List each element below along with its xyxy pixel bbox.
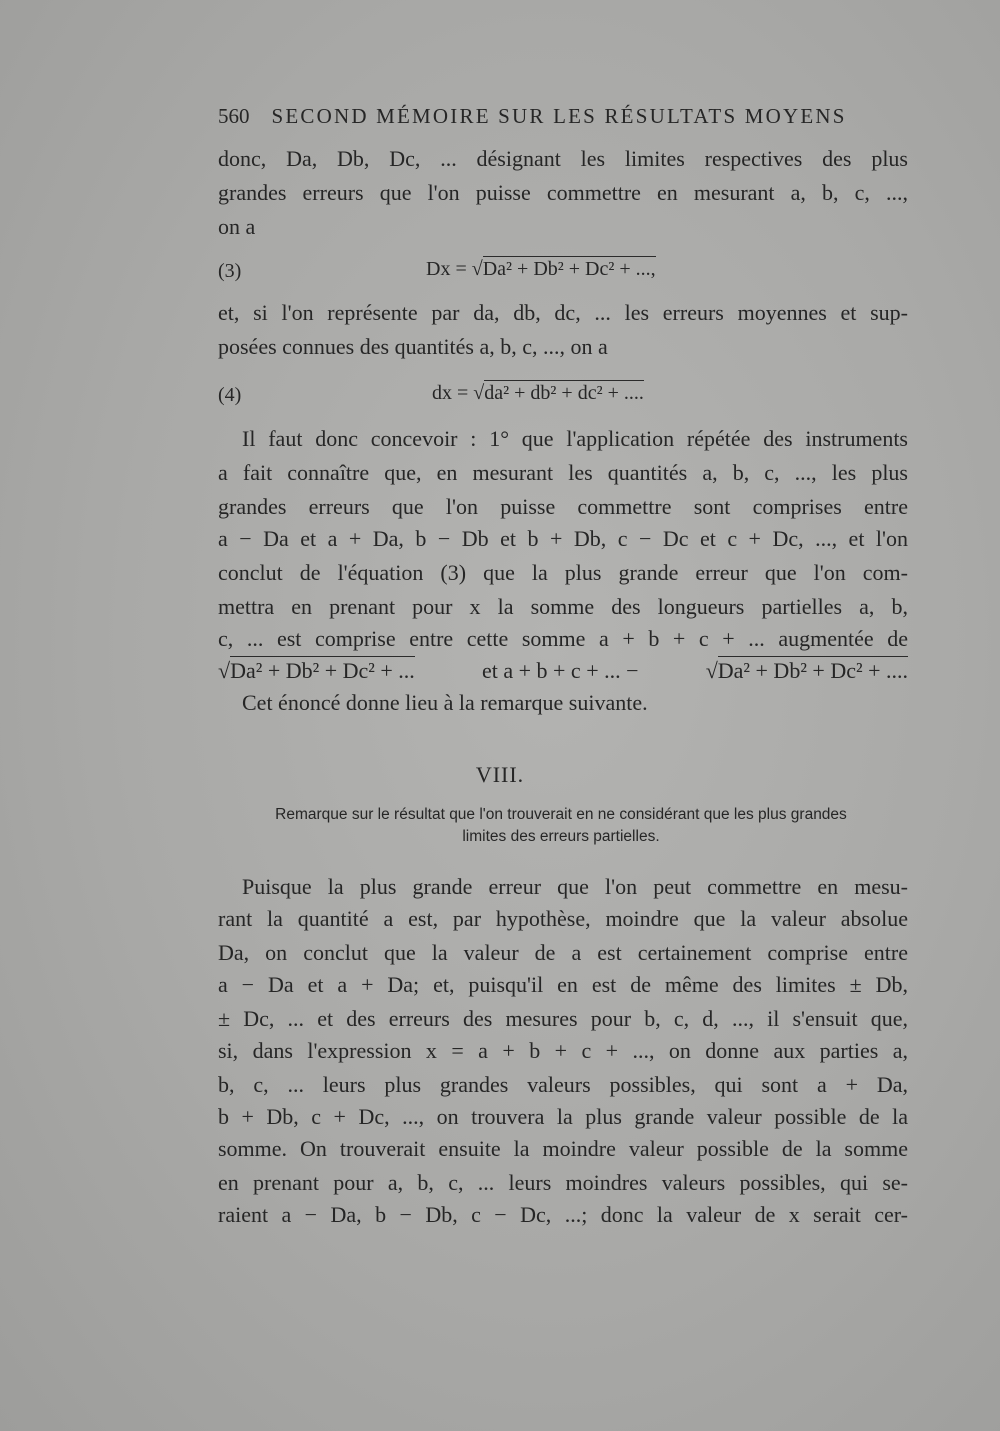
text-line: donc, Da, Db, Dc, ... désignant les limites respectives des plus xyxy=(218,146,908,171)
text-line: si, dans l'expression x = a + b + c + ..., on donne aux parties a, xyxy=(218,1038,908,1063)
text-line: Cet énoncé donne lieu à la remarque suivante. xyxy=(242,690,648,715)
radical-sign: √ xyxy=(218,658,231,683)
radical-sign: √ xyxy=(471,258,483,280)
text-line: en prenant pour a, b, c, ... leurs moindres valeurs possibles, qui se- xyxy=(218,1170,908,1195)
equation-lhs: dx = xyxy=(432,382,474,404)
section-title-line: Remarque sur le résultat que l'on trouverait en ne considérant que les plus grandes xyxy=(275,806,847,823)
text-line: ± Dc, ... et des erreurs des mesures pour b, c, d, ..., il s'ensuit que, xyxy=(218,1006,908,1031)
text-line: grandes erreurs que l'on puisse commettre sont comprises entre xyxy=(218,494,908,519)
equation-label: (4) xyxy=(218,384,242,406)
radicand: Da² + Db² + Dc² + .... xyxy=(717,658,908,683)
equation-3 xyxy=(426,258,656,281)
section-title-line: limites des erreurs partielles. xyxy=(462,828,660,845)
radicand: Da² + Db² + Dc² + ... xyxy=(230,658,415,683)
text-line: a − Da et a + Da, b − Db et b + Db, c − Dc et c + Dc, ..., et l'on xyxy=(218,526,908,551)
text-line: posées connues des quantités a, b, c, ..., on a xyxy=(218,334,608,359)
running-title: SECOND MÉMOIRE SUR LES RÉSULTATS MOYENS xyxy=(271,104,847,128)
text-line: mettra en prenant pour x la somme des longueurs partielles a, b, xyxy=(218,594,908,619)
text-line: a − Da et a + Da; et, puisqu'il en est de même des limites ± Db, xyxy=(218,972,908,997)
radicand: da² + db² + dc² + .... xyxy=(484,382,644,404)
text-line: Il faut donc concevoir : 1° que l'application répétée des instruments xyxy=(242,426,908,451)
text-line: grandes erreurs que l'on puisse commettre en mesurant a, b, c, ..., xyxy=(218,180,908,205)
text-line-radicals xyxy=(218,656,908,686)
radical-sign: √ xyxy=(473,382,485,404)
text-line: rant la quantité a est, par hypothèse, moindre que la valeur absolue xyxy=(218,906,908,931)
equation-lhs: Dx = xyxy=(426,258,472,280)
text-line: raient a − Da, b − Db, c − Dc, ...; donc la valeur de x serait cer- xyxy=(218,1202,908,1227)
running-header xyxy=(218,104,850,129)
text-line: et, si l'on représente par da, db, dc, ... les erreurs moyennes et sup- xyxy=(218,300,908,325)
radicand: Da² + Db² + Dc² + ..., xyxy=(482,258,656,280)
equation-label: (3) xyxy=(218,260,242,282)
text-line: c, ... est comprise entre cette somme a + b + c + ... augmentée de xyxy=(218,626,908,651)
page-number: 560 xyxy=(218,104,250,128)
text-line: a fait connaître que, en mesurant les quantités a, b, c, ..., les plus xyxy=(218,460,908,485)
text-line: on a xyxy=(218,214,256,239)
text-line: somme. On trouverait ensuite la moindre valeur possible de la somme xyxy=(218,1136,908,1161)
text-line: b, c, ... leurs plus grandes valeurs possibles, qui sont a + Da, xyxy=(218,1072,908,1097)
radical-sign: √ xyxy=(705,658,718,683)
text-line: Da, on conclut que la valeur de a est certainement comprise entre xyxy=(218,940,908,965)
section-number: VIII. xyxy=(475,762,525,787)
text-line: conclut de l'équation (3) que la plus grande erreur que l'on com- xyxy=(218,560,908,585)
text-line: Puisque la plus grande erreur que l'on peut commettre en mesu- xyxy=(242,874,908,899)
text-line: b + Db, c + Dc, ..., on trouvera la plus grande valeur possible de la xyxy=(218,1104,908,1129)
equation-4 xyxy=(432,382,644,405)
text-fragment: et a + b + c + ... − xyxy=(476,658,645,683)
